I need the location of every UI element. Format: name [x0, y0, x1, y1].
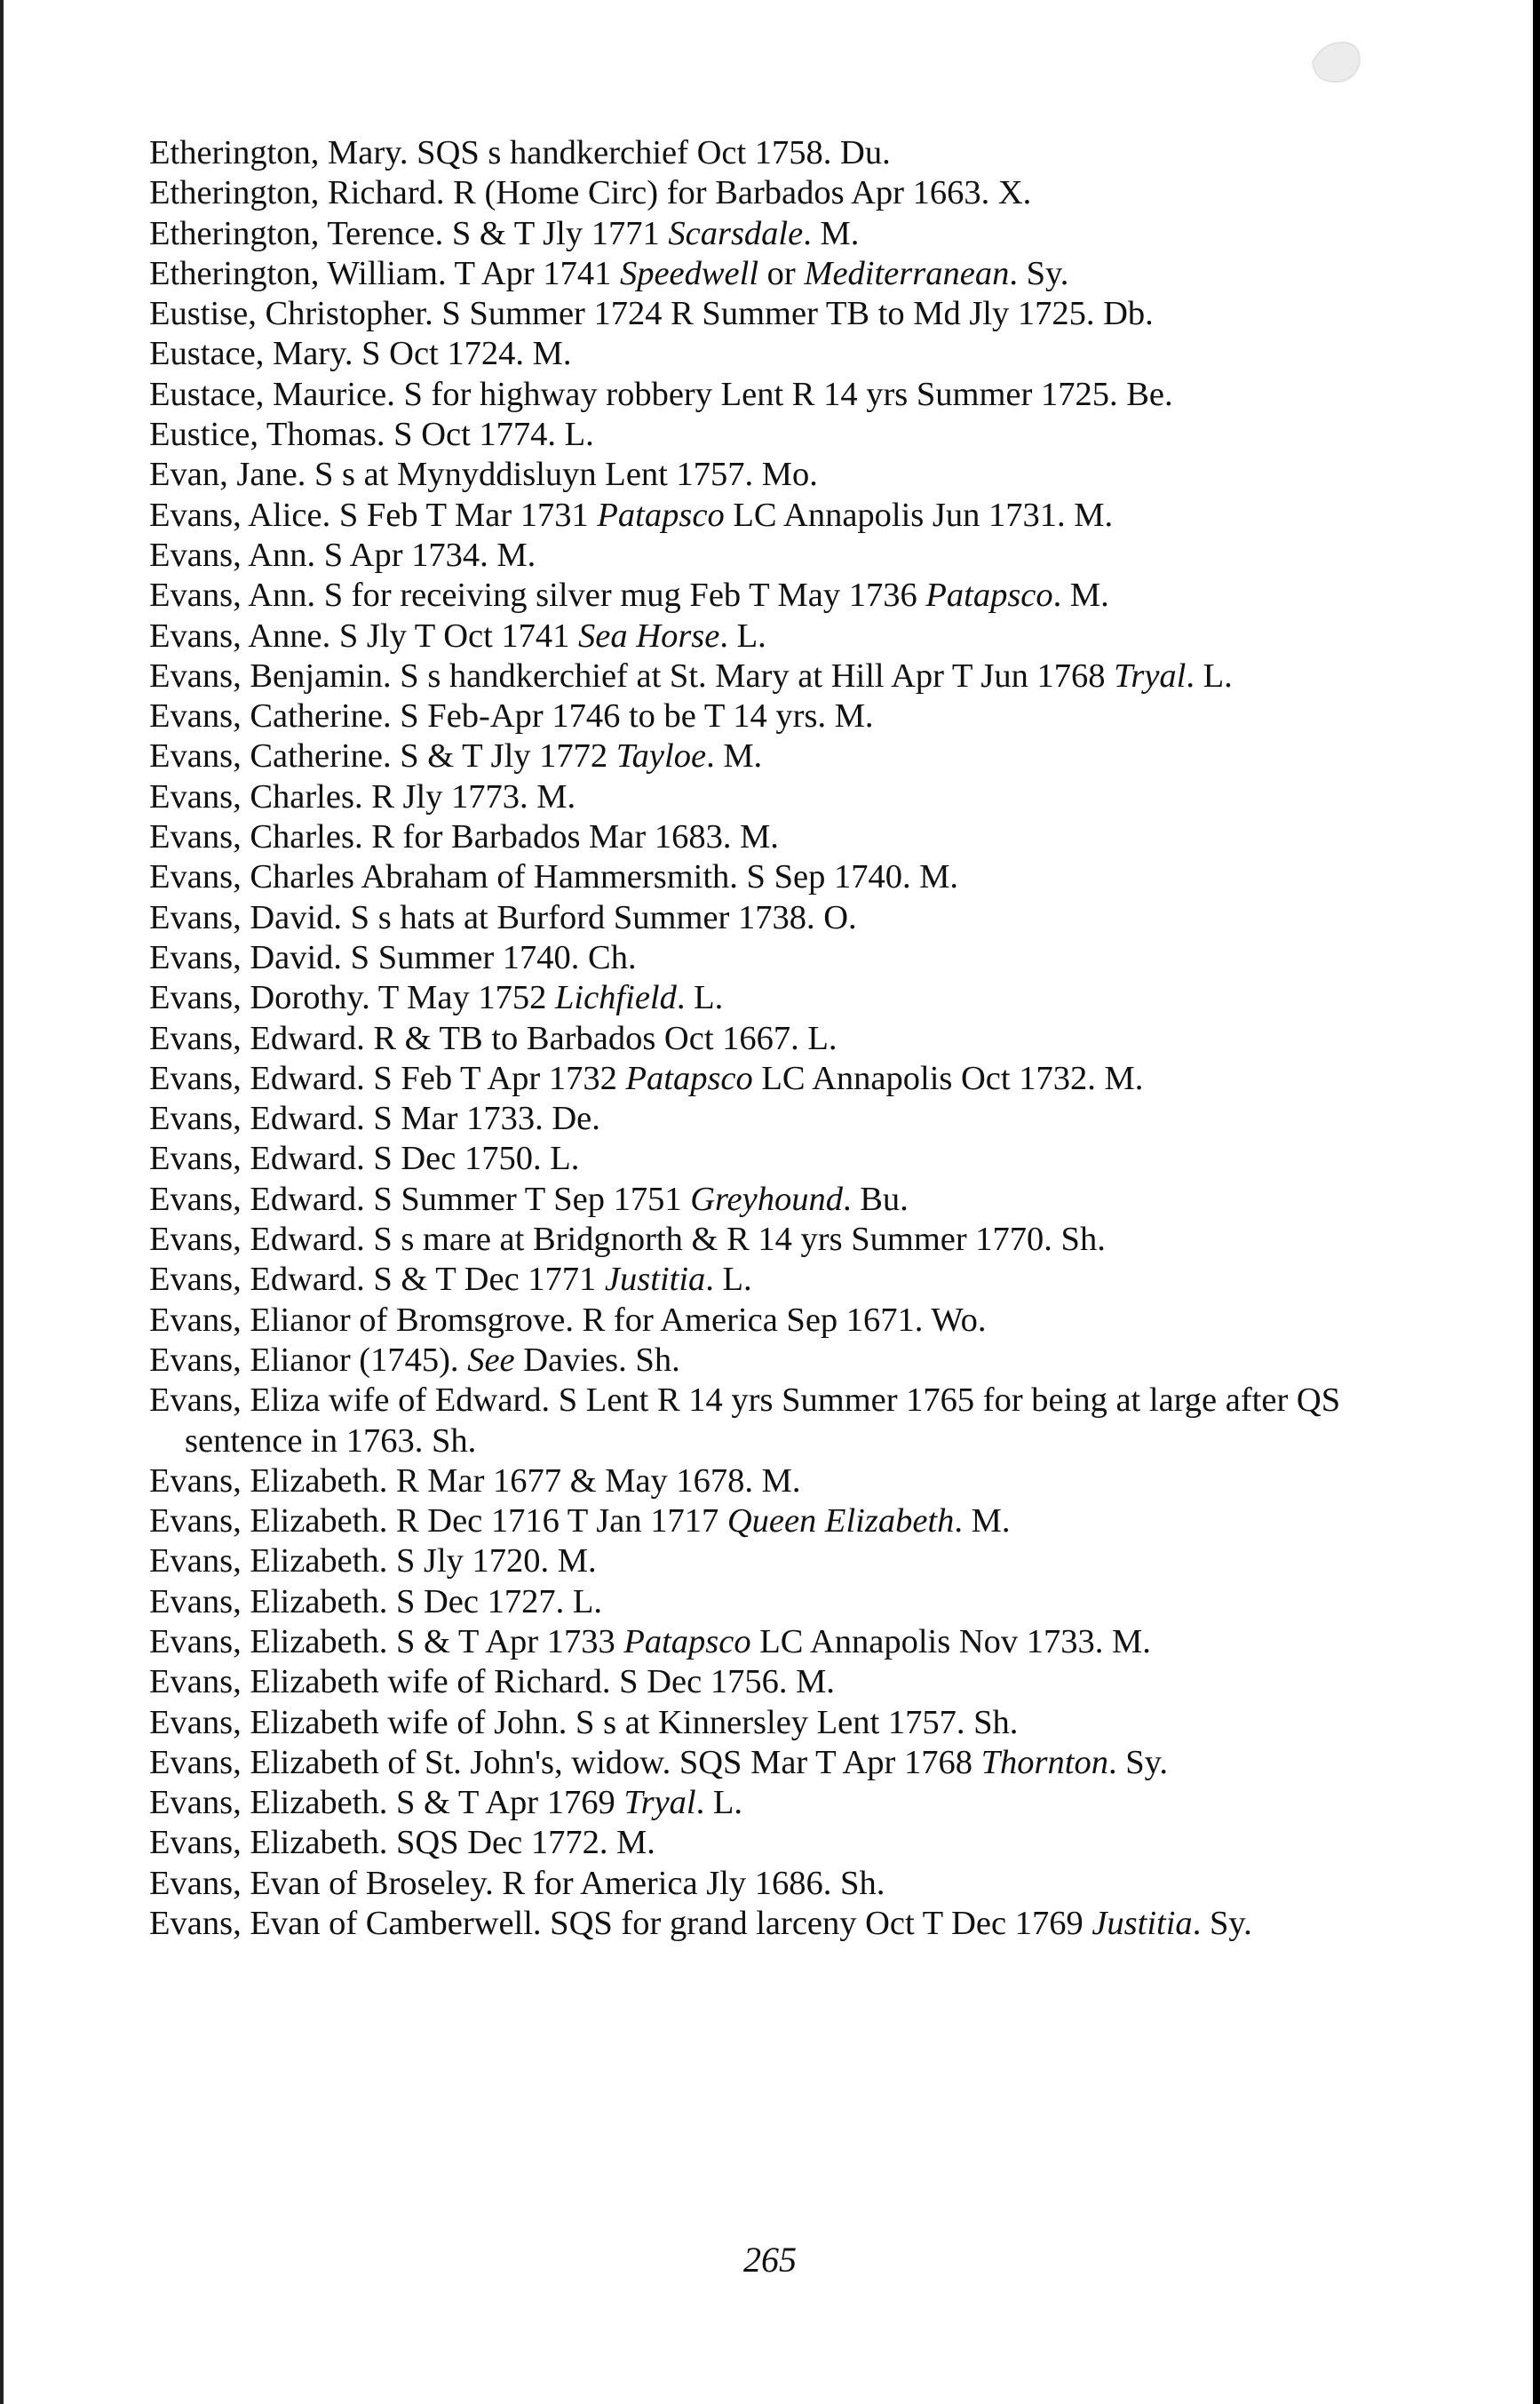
entry-text: . M.	[1052, 577, 1109, 615]
entry-text: Evans, David. S s hats at Burford Summer 1738. O.	[149, 898, 857, 936]
index-entry	[149, 1541, 1393, 1581]
entry-text: . L.	[1186, 657, 1233, 695]
entry-text: Evans, Edward. S Mar 1733. De.	[149, 1100, 600, 1138]
entry-text: Etherington, Mary. SQS s handkerchief Oct 1758. Du.	[149, 134, 891, 171]
corner-smudge-icon	[1306, 36, 1368, 89]
index-entry	[149, 496, 1393, 536]
entry-text: Evans, Elianor of Bromsgrove. R for America Sep 1671. Wo.	[149, 1301, 987, 1339]
entry-text: Evans, Elizabeth. R Mar 1677 & May 1678. M.	[149, 1461, 801, 1500]
index-entry	[149, 214, 1393, 254]
index-entry	[149, 1301, 1393, 1341]
index-entry	[149, 857, 1393, 897]
entry-text: Evans, Ann. S Apr 1734. M.	[149, 536, 536, 574]
index-entry	[149, 1461, 1393, 1501]
entry-italic-text: Thornton	[980, 1743, 1108, 1781]
entry-italic-text: Tryal	[1114, 657, 1187, 695]
entry-text: Etherington, Richard. R (Home Circ) for Barbados Apr 1663. X.	[149, 174, 1032, 212]
entry-text: Evans, Elizabeth. S & T Apr 1769	[149, 1784, 624, 1822]
index-entry	[149, 1582, 1393, 1622]
entry-italic-text: Speedwell	[619, 254, 759, 292]
index-entry	[149, 777, 1393, 817]
entry-text: LC Annapolis Jun 1731. M.	[724, 496, 1114, 534]
entry-text: Evans, Edward. S Summer T Sep 1751	[149, 1180, 691, 1218]
index-entry	[149, 898, 1393, 938]
entry-text: . M.	[803, 214, 860, 252]
entry-text: Evan, Jane. S s at Mynyddisluyn Lent 1757. Mo.	[149, 456, 818, 494]
entry-italic-text: Patapsco	[925, 577, 1053, 615]
index-entry	[149, 334, 1393, 374]
entry-text: Evans, Evan of Broseley. R for America Jly 1686. Sh.	[149, 1864, 885, 1902]
entry-text: Evans, Charles. R Jly 1773. M.	[149, 777, 576, 816]
index-entry	[149, 173, 1393, 213]
entry-text: . M.	[954, 1502, 1011, 1540]
entry-text: Evans, Edward. R & TB to Barbados Oct 1667. L.	[149, 1019, 837, 1057]
index-entry	[149, 817, 1393, 857]
index-entry	[149, 1381, 1393, 1461]
entry-text: . Sy.	[1192, 1905, 1252, 1943]
entry-text: Evans, Edward. S & T Dec 1771	[149, 1261, 605, 1299]
entry-text: Evans, Edward. S Feb T Apr 1732	[149, 1059, 626, 1097]
index-entry	[149, 1783, 1393, 1823]
entry-italic-text: Patapsco	[625, 1059, 753, 1097]
entry-text: LC Annapolis Oct 1732. M.	[752, 1059, 1144, 1097]
index-entry	[149, 254, 1393, 294]
entry-text: Evans, Catherine. S Feb-Apr 1746 to be T 14 yrs. M.	[149, 697, 874, 736]
entry-italic-text: Lichfield	[554, 979, 677, 1017]
entry-italic-text: Queen Elizabeth	[726, 1502, 955, 1540]
index-entry	[149, 1622, 1393, 1662]
entry-italic-text: Justitia	[1091, 1905, 1193, 1943]
entry-text: . L.	[705, 1261, 752, 1299]
index-entry-list	[149, 133, 1393, 1944]
entry-text: Evans, Elizabeth. R Dec 1716 T Jan 1717	[149, 1502, 727, 1540]
entry-text: Evans, David. S Summer 1740. Ch.	[149, 938, 637, 976]
entry-text: Etherington, Terence. S & T Jly 1771	[149, 214, 669, 252]
entry-italic-text: Scarsdale	[668, 214, 804, 252]
entry-italic-text: Sea Horse	[578, 617, 720, 655]
index-entry	[149, 697, 1393, 736]
entry-text: LC Annapolis Nov 1733. M.	[750, 1622, 1151, 1660]
entry-text: Eustace, Mary. S Oct 1724. M.	[149, 335, 572, 373]
entry-text: Evans, Elizabeth. S Dec 1727. L.	[149, 1582, 602, 1620]
entry-italic-text: Justitia	[604, 1261, 706, 1299]
entry-text: . Sy.	[1107, 1743, 1169, 1781]
entry-italic-text: Patapsco	[623, 1622, 751, 1660]
index-entry	[149, 938, 1393, 978]
index-entry	[149, 1904, 1393, 1944]
entry-text: Eustise, Christopher. S Summer 1724 R Summer TB to Md Jly 1725. Db.	[149, 295, 1154, 333]
index-entry	[149, 657, 1393, 697]
entry-italic-text: Tayloe	[615, 737, 707, 776]
entry-text: Evans, Elizabeth of St. John's, widow. SQS Mar T Apr 1768	[149, 1743, 981, 1781]
index-entry	[149, 1501, 1393, 1541]
index-entry	[149, 1059, 1393, 1099]
index-entry	[149, 415, 1393, 455]
index-entry	[149, 536, 1393, 576]
entry-text: Evans, Eliza wife of Edward. S Lent R 14 yrs Summer 1765 for being at large after QS sentence in 1763. Sh.	[149, 1381, 1341, 1460]
page-edge-right	[1533, 0, 1540, 2404]
index-entry	[149, 1341, 1393, 1381]
entry-text: Evans, Dorothy. T May 1752	[149, 979, 555, 1017]
entry-text: Evans, Catherine. S & T Jly 1772	[149, 737, 616, 776]
index-entry	[149, 1864, 1393, 1904]
index-entry	[149, 1743, 1393, 1783]
entry-text: Evans, Elizabeth wife of John. S s at Kinnersley Lent 1757. Sh.	[149, 1703, 1019, 1741]
index-entry	[149, 375, 1393, 415]
entry-text: . Bu.	[843, 1180, 909, 1218]
entry-italic-text: Greyhound	[690, 1180, 843, 1218]
index-entry	[149, 1662, 1393, 1702]
entry-text: . Sy.	[1009, 254, 1069, 292]
entry-text: Eustace, Maurice. S for highway robbery Lent R 14 yrs Summer 1725. Be.	[149, 375, 1173, 413]
entry-text: Davies. Sh.	[514, 1341, 680, 1379]
entry-italic-text: Tryal	[623, 1784, 696, 1822]
entry-text: or	[758, 254, 805, 292]
index-entry	[149, 1220, 1393, 1260]
entry-text: Evans, Edward. S s mare at Bridgnorth & R 14 yrs Summer 1770. Sh.	[149, 1221, 1106, 1259]
entry-italic-text: See	[467, 1341, 515, 1379]
entry-text: Evans, Evan of Camberwell. SQS for grand larceny Oct T Dec 1769	[149, 1905, 1092, 1943]
index-entry	[149, 576, 1393, 616]
index-entry	[149, 133, 1393, 173]
index-entry	[149, 1099, 1393, 1139]
index-entry	[149, 294, 1393, 334]
entry-text: Evans, Elizabeth. SQS Dec 1772. M.	[149, 1824, 655, 1862]
entry-text: Evans, Charles Abraham of Hammersmith. S Sep 1740. M.	[149, 858, 959, 896]
entry-text: . M.	[706, 737, 763, 776]
index-entry	[149, 736, 1393, 776]
entry-text: Evans, Alice. S Feb T Mar 1731	[149, 496, 598, 534]
entry-text: Eustice, Thomas. S Oct 1774. L.	[149, 416, 594, 454]
entry-text: Evans, Elizabeth wife of Richard. S Dec 1756. M.	[149, 1663, 835, 1701]
entry-italic-text: Mediterranean	[804, 254, 1010, 292]
index-entry	[149, 455, 1393, 495]
entry-text: Evans, Charles. R for Barbados Mar 1683. M.	[149, 818, 779, 856]
index-entry	[149, 1180, 1393, 1220]
index-entry	[149, 1703, 1393, 1743]
entry-text: Evans, Benjamin. S s handkerchief at St. Mary at Hill Apr T Jun 1768	[149, 657, 1115, 695]
page-edge-left	[0, 0, 4, 2404]
entry-text: Etherington, William. T Apr 1741	[149, 254, 620, 292]
index-entry	[149, 1260, 1393, 1300]
entry-text: Evans, Elizabeth. S & T Apr 1733	[149, 1622, 624, 1660]
index-entry	[149, 978, 1393, 1018]
page-number: 265	[743, 2240, 797, 2280]
entry-text: . L.	[695, 1784, 743, 1822]
entry-text: . L.	[719, 617, 766, 655]
entry-text: . L.	[676, 979, 724, 1017]
entry-italic-text: Patapsco	[597, 496, 725, 534]
index-entry	[149, 1823, 1393, 1863]
index-entry	[149, 1139, 1393, 1179]
index-entry	[149, 617, 1393, 657]
entry-text: Evans, Anne. S Jly T Oct 1741	[149, 617, 579, 655]
entry-text: Evans, Elizabeth. S Jly 1720. M.	[149, 1542, 597, 1580]
entry-text: Evans, Edward. S Dec 1750. L.	[149, 1140, 580, 1178]
entry-text: Evans, Elianor (1745).	[149, 1341, 468, 1379]
index-entry	[149, 1019, 1393, 1059]
entry-text: Evans, Ann. S for receiving silver mug Feb T May 1736	[149, 577, 926, 615]
